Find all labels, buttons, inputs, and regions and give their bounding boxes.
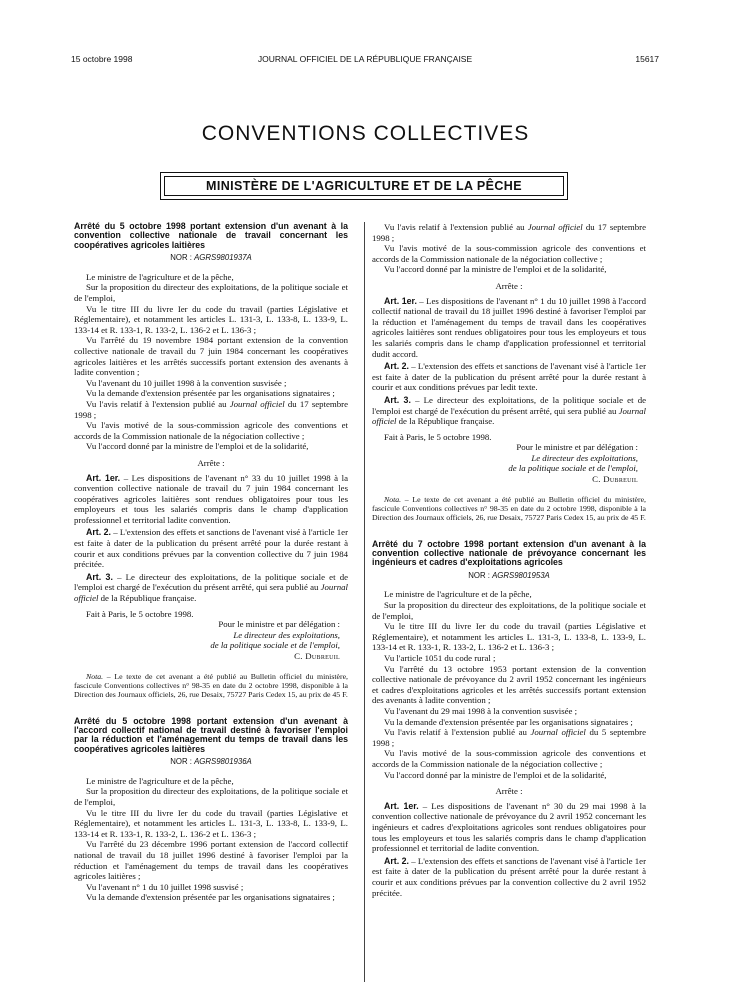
column-divider [364,222,365,982]
paragraph: Sur la proposition du directeur des exploitations, de la politique sociale et de l'emploi, [74,282,348,303]
section-title: CONVENTIONS COLLECTIVES [201,122,530,145]
paragraph: Vu l'accord donné par la ministre de l'emploi et de la solidarité, [384,264,607,275]
journal-reference: Journal officiel [74,582,348,604]
header-date: 15 octobre 1998 [71,54,133,64]
paragraph: Vu la demande d'extension présentée par les organisations signataires ; [86,892,335,903]
nor-value: AGRS9801937A [194,253,252,263]
paragraph: Vu le titre III du livre Ier du code du travail (parties Législative et Réglementaire), et notamment les articles L. 131-3, L. 133-8, L. 133-9, L. 133-14 et R. 133-1, R. 133-2, L. 136-2 et L. 136-3 ; [74,807,348,839]
arrete-2-title: Arrêté du 5 octobre 1998 portant extension d'un avenant à l'accord collectif national de travail destiné à favoriser l'emploi par la réduction et l'aménagement du temps de travail dans les coopératives agricoles laitières [74,715,348,754]
signatory-name: C. Dubreuil [592,474,638,485]
article-2 [74,527,348,569]
paragraph: Vu l'avenant n° 1 du 10 juillet 1998 susvisé ; [86,881,244,892]
paragraph: Sur la proposition du directeur des exploitations, de la politique sociale et de l'emploi, [372,600,646,621]
arrete-1-title: Arrêté du 5 octobre 1998 portant extension d'un avenant à la convention collective nationale de travail concernant les coopératives agricoles laitières [74,221,348,250]
signatory-name: C. Dubreuil [294,651,340,661]
text-run: Vu l'avis relatif à l'extension publié au [384,727,531,738]
paragraph: Vu l'accord donné par la ministre de l'emploi et de la solidarité, [384,769,607,780]
journal-reference: Journal officiel [530,727,586,738]
right-column [372,222,646,898]
done-at: Fait à Paris, le 5 octobre 1998. [86,608,194,619]
article-label: Art. 2. [384,855,409,866]
article-label: Art. 3. [384,394,411,405]
nota [74,672,348,699]
nor-label: NOR : [468,570,490,580]
text-run: du 17 septembre 1998 ; [74,398,348,420]
article-label: Art. 2. [86,527,111,538]
nota-label: Nota. [384,494,402,504]
text-run: du 17 septembre 1998 ; [372,222,646,243]
signature-line: Pour le ministre et par délégation : [218,619,340,630]
article-text: de la République française. [98,593,197,604]
journal-reference: Journal officiel [372,405,646,427]
article-text: – L'extension des effets et sanctions de l'avenant visé à l'article 1er est faite à dater de la publication du présent arrêté pour la durée restant à courir et aux conditions prévues par la convention collective du 7 juin 1984 précitée. [74,527,348,570]
paragraph: Vu l'avis motivé de la sous-commission agricole des conventions et accords de la Commission nationale de la négociation collective ; [372,243,646,264]
ministry-name: MINISTÈRE DE L'AGRICULTURE ET DE LA PÊCHE [206,179,522,193]
paragraph: Vu l'arrêté du 19 novembre 1984 portant extension de la convention collective nationale de travail du 7 juin 1984 concernant les coopératives agricoles laitières et les arrêtés successifs portant extension des avenants à ladite convention ; [74,335,348,378]
nota-label: Nota. [86,671,104,681]
article-text: – L'extension des effets et sanctions de l'avenant visé à l'article 1er est faite à dater de la publication du présent arrêté pour la durée restant à courir et aux conditions prévues par la convention collective du 2 avril 1952 précitée. [372,855,646,898]
signature-line: Pour le ministre et par délégation : [516,442,638,453]
left-column [74,222,348,903]
text-run: du 5 septembre 1998 ; [372,727,646,748]
nota [372,495,646,522]
page-header [71,54,659,66]
signature-line: Le directeur des exploitations, [233,629,340,640]
journal-reference: Journal officiel [229,398,285,409]
paragraph [372,222,646,243]
article-label: Art. 1er. [86,472,121,483]
paragraph: Vu l'article 1051 du code rural ; [384,653,496,664]
paragraph [74,399,348,420]
paragraph: Vu la demande d'extension présentée par les organisations signataires ; [384,716,633,727]
paragraph: Vu l'avenant du 29 mai 1998 à la convention susvisée ; [384,706,578,716]
article-3 [74,572,348,604]
article-text: – Les dispositions de l'avenant n° 1 du 10 juillet 1998 à l'accord collectif national de travail du 18 juillet 1996 destiné à favoriser l'emploi par la réduction et l'aménagement du temps de travail dans les coopératives agricoles laitières sont rendues obligatoires pour tous les employeurs et tous les salariés compris dans le champ d'application professionnel et territorial dudit accord. [372,295,646,359]
paragraph: Vu l'avis motivé de la sous-commission agricole des conventions et accords de la Commission nationale de la négociation collective ; [74,420,348,441]
paragraph: Vu l'avenant du 10 juillet 1998 à la convention susvisée ; [86,377,287,388]
ministry-box [160,172,568,200]
paragraph: Le ministre de l'agriculture et de la pêche, [86,775,234,786]
arrete-3-title: Arrêté du 7 octobre 1998 portant extension d'un avenant à la convention collective nationale de prévoyance concernant les ingénieurs et cadres d'exploitations agricoles [372,538,646,568]
nor-label: NOR : [170,253,192,263]
nota-text: – Le texte de cet avenant a été publié au Bulletin officiel du ministère, fascicule Conventions collectives n° 98-35 en date du 2 octobre 1998, disponible à la Direction des Journaux officiels, 26, rue Desaix, 75727 Paris Cedex 15, au prix de 45 F. [372,494,646,522]
article-1 [74,473,348,526]
paragraph: Vu l'arrêté du 23 décembre 1996 portant extension de l'accord collectif national de travail du 18 juillet 1996 destiné à favoriser l'emploi par la réduction et l'aménagement du temps de travail dans les coopératives agricoles laitières ; [74,839,348,882]
paragraph: Vu l'arrêté du 13 octobre 1953 portant extension de la convention collective nationale de prévoyance du 2 avril 1952 concernant les ingénieurs et cadres d'exploitations agricoles et les arrêtés successifs portant extension des avenants à ladite convention ; [372,663,646,706]
paragraph: Vu le titre III du livre Ier du code du travail (parties Législative et Réglementaire), et notamment les articles L. 131-3, L. 133-8, L. 133-9, L. 133-14 et R. 133-1, R. 133-2, L. 136-2 et L. 136-3 ; [74,303,348,335]
paragraph: Sur la proposition du directeur des exploitations, de la politique sociale et de l'emploi, [74,786,348,807]
nor-value: AGRS9801953A [492,570,550,580]
header-page-number: 15617 [635,54,659,64]
paragraph [372,727,646,748]
journal-reference: Journal officiel [527,222,583,232]
nor-value: AGRS9801936A [194,757,252,767]
signature-line: Le directeur des exploitations, [531,452,638,463]
article-3 [372,395,646,427]
arrete-label: Arrête : [495,786,523,797]
paragraph: Le ministre de l'agriculture et de la pêche, [384,589,532,600]
signature-line: de la politique sociale et de l'emploi, [210,640,340,651]
paragraph: Vu l'accord donné par la ministre de l'emploi et de la solidarité, [86,441,309,452]
paragraph: Vu l'avis motivé de la sous-commission agricole des conventions et accords de la Commission nationale de la négociation collective ; [372,748,646,769]
article-label: Art. 2. [384,361,409,372]
article-label: Art. 1er. [384,800,419,811]
arrete-label: Arrête : [197,457,225,468]
article-text: de la République française. [396,416,495,427]
article-2 [372,856,646,898]
paragraph: Vu la demande d'extension présentée par les organisations signataires ; [86,388,335,399]
article-2 [372,361,646,393]
article-label: Art. 3. [86,571,113,582]
arrete-label: Arrête : [495,280,523,291]
text-run: Vu l'avis relatif à l'extension publié au [384,222,528,232]
paragraph: Le ministre de l'agriculture et de la pêche, [86,271,234,282]
article-label: Art. 1er. [384,295,417,306]
article-1 [372,296,646,360]
article-text: – Le directeur des exploitations, de la politique sociale et de l'emploi est chargé de l'exécution du présent arrêté, qui sera publié au [372,394,647,416]
arrete-2-nor [74,757,348,768]
paragraph: Vu le titre III du livre Ier du code du travail (parties Législative et Réglementaire), et notamment les articles L. 131-3, L. 133-8, L. 133-9, L. 133-14 et R. 133-1, R. 133-2, L. 136-2 et L. 136-3 ; [372,621,646,653]
article-text: – L'extension des effets et sanctions de l'avenant visé à l'article 1er est faite à dater de la publication du présent arrêté pour la durée restant à courir et aux conditions prévues par ledit texte. [372,361,646,393]
nor-label: NOR : [170,757,192,767]
arrete-1-nor [74,253,348,264]
article-text: – Le directeur des exploitations, de la politique sociale et de l'emploi est chargé de l'exécution du présent arrêté, qui sera publié au [74,571,349,593]
article-1 [372,801,646,854]
done-at: Fait à Paris, le 5 octobre 1998. [384,431,492,442]
nota-text: – Le texte de cet avenant a été publié au Bulletin officiel du ministère, fascicule Conventions collectives n° 98-35 en date du 2 octobre 1998, disponible à la Direction des Journaux officiels, 26, rue Desaix, 75727 Paris Cedex 15, au prix de 45 F. [74,671,348,699]
arrete-3-nor [372,571,646,582]
signature-line: de la politique sociale et de l'emploi, [508,463,638,474]
header-journal-title: JOURNAL OFFICIEL DE LA RÉPUBLIQUE FRANÇAISE [257,54,473,64]
text-run: Vu l'avis relatif à l'extension publié au [86,398,230,409]
article-text: – Les dispositions de l'avenant n° 30 du 29 mai 1998 à la convention collective nationale de prévoyance du 2 avril 1952 concernant les ingénieurs et cadres d'exploitations agricoles sont rendues obligatoires pour tous les employeurs et tous les salariés compris dans le champ d'application professionnel et territorial de ladite convention. [372,800,646,854]
article-text: – Les dispositions de l'avenant n° 33 du 10 juillet 1998 à la convention collective nationale de travail du 7 juin 1984 concernant les coopératives agricoles laitières sont rendues obligatoires pour tous les employeurs et tous les salariés compris dans le champ d'application professionnel et territorial ladite convention. [74,472,349,525]
